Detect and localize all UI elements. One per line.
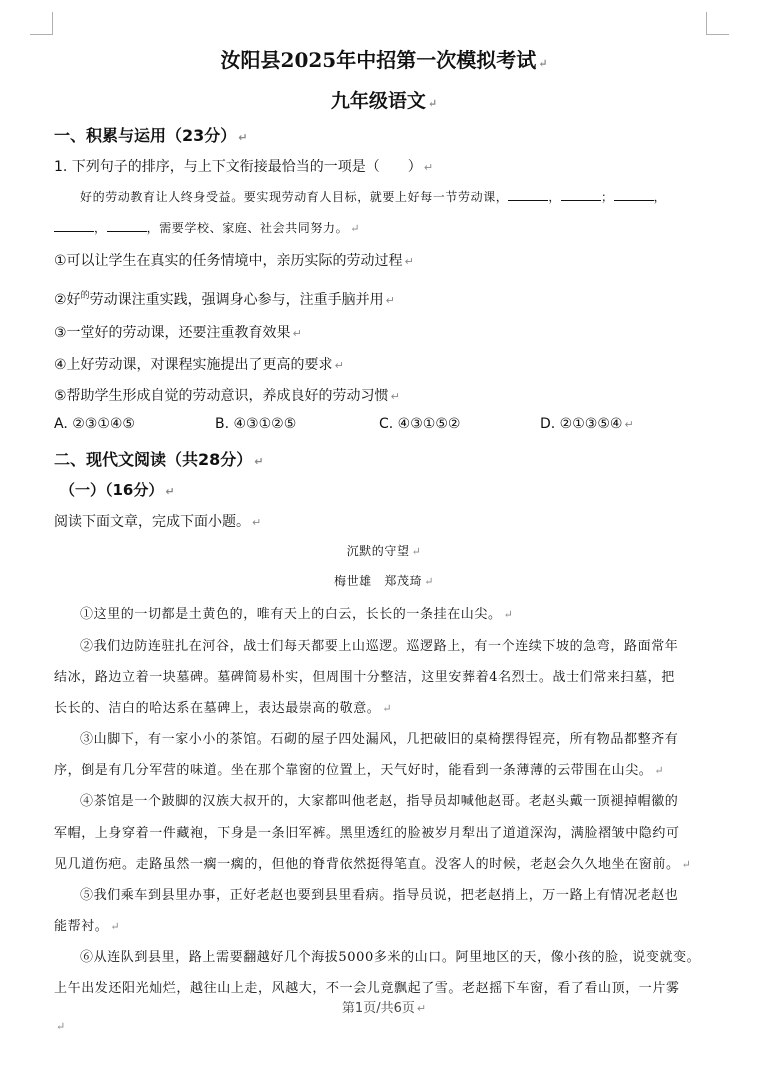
sentence-item-1: ①可以让学生在真实的任务情境中，亲历实际的劳动过程 ↵ — [54, 253, 414, 269]
article-paragraph-4-line-1: ④茶馆是一个跛脚的汉族大叔开的，大家都叫他老赵，指导员却喊他赵哥。老赵头戴一顶褪掉帽徽的 — [80, 794, 679, 809]
sentence-item-3: ③一堂好的劳动课，还要注重教育效果 ↵ — [54, 325, 302, 341]
article-paragraph-4-line-2: 军帽，上身穿着一件藏袍，下身是一条旧军裤。黑里透红的脸被岁月犁出了道道深沟，满脸褶皱中隐约可 — [54, 826, 680, 841]
crop-mark-top-right — [706, 12, 729, 35]
crop-mark-top-left — [30, 12, 53, 35]
article-title: 沉默的守望 ↵ — [346, 544, 422, 558]
section-heading-1: 一、积累与运用（23分） ↵ — [54, 126, 248, 145]
article-paragraph-2-line-2: 结冰，路边立着一块墓碑。墓碑简易朴实，但周围十分整洁，这里安葬着4名烈士。战士们常来扫墓，把 — [54, 670, 675, 685]
article-paragraph-5-line-1: ⑤我们乘车到县里办事，正好老赵也要到县里看病。指导员说，把老赵捎上，万一路上有情况老赵也 — [80, 888, 679, 903]
sentence-item-2: ②好$^的$劳动课注重实践，强调身心参与，注重手脑并用 ↵ — [54, 291, 395, 308]
option-a: A. ②③①④⑤ — [54, 416, 135, 432]
article-paragraph-2-line-3: 长长的、洁白的哈达系在墓碑上，表达最崇高的敬意。 ↵ — [54, 701, 393, 716]
section-heading-2: 二、现代文阅读（共28分） ↵ — [54, 450, 264, 469]
page-footer: 第1页/共6页 ↵ — [341, 1001, 427, 1016]
sentence-item-4: ④上好劳动课，对课程实施提出了更高的要求 ↵ — [54, 357, 344, 373]
option-c: C. ④③①⑤② — [379, 416, 461, 432]
question-1-stem: 1. 下列句子的排序，与上下文衔接最恰当的一项是（ ） ↵ — [54, 159, 434, 175]
sentence-item-5: ⑤帮助学生形成自觉的劳动意识，养成良好的劳动习惯 ↵ — [54, 388, 400, 404]
question-1-passage-line-1: 好的劳动教育让人终身受益。要实现劳动育人目标，就要上好每一节劳动课， ， ； ， — [80, 190, 667, 204]
option-b: B. ④③①②⑤ — [215, 416, 297, 432]
question-1-passage-line-2: ， ，需要学校、家庭、社会共同努力。 ↵ — [54, 219, 360, 236]
exam-title: 汝阳县2025年中招第一次模拟考试 ↵ — [220, 48, 548, 72]
article-paragraph-6-line-2: 上午出发还阳光灿烂，越往山上走，风越大，不一会儿竟飘起了雪。老赵摇下车窗，看了看山顶，一片雾 — [54, 981, 680, 996]
article-paragraph-5-line-2: 能帮衬。 ↵ — [54, 919, 121, 934]
reading-instruction: 阅读下面文章，完成下面小题。 ↵ — [54, 514, 262, 530]
article-paragraph-3-line-1: ③山脚下，有一家小小的茶馆。石砌的屋子四处漏风，几把破旧的桌椅摆得锃亮，所有物品都整齐有 — [80, 732, 679, 747]
article-paragraph-1-line-1: ①这里的一切都是土黄色的，唯有天上的白云，长长的一条挂在山尖。 ↵ — [80, 607, 514, 622]
article-paragraph-4-line-3: 见几道伤疤。走路虽然一瘸一瘸的，但他的脊背依然挺得笔直。没客人的时候，老赵会久久地坐在窗前。 ↵ — [54, 857, 692, 872]
trailing-paragraph-mark: ↵ — [56, 1020, 66, 1033]
article-authors: 梅世雄 郑茂琦 ↵ — [333, 574, 435, 588]
option-d: D. ②①③⑤④ ↵ — [540, 416, 634, 432]
part-heading-1: （一）（16分） ↵ — [60, 481, 175, 499]
exam-subtitle: 九年级语文 ↵ — [330, 90, 438, 112]
article-paragraph-3-line-2: 序，倒是有几分军营的味道。坐在那个靠窗的位置上，天气好时，能看到一条薄薄的云带围在山尖。 ↵ — [54, 763, 665, 778]
article-paragraph-2-line-1: ②我们边防连驻扎在河谷，战士们每天都要上山巡逻。巡逻路上，有一个连续下坡的急弯，路面常年 — [80, 639, 679, 654]
article-paragraph-6-line-1: ⑥从连队到县里，路上需要翻越好几个海拔5000多米的山口。阿里地区的天，像小孩的脸，说变就变。 — [80, 950, 701, 965]
